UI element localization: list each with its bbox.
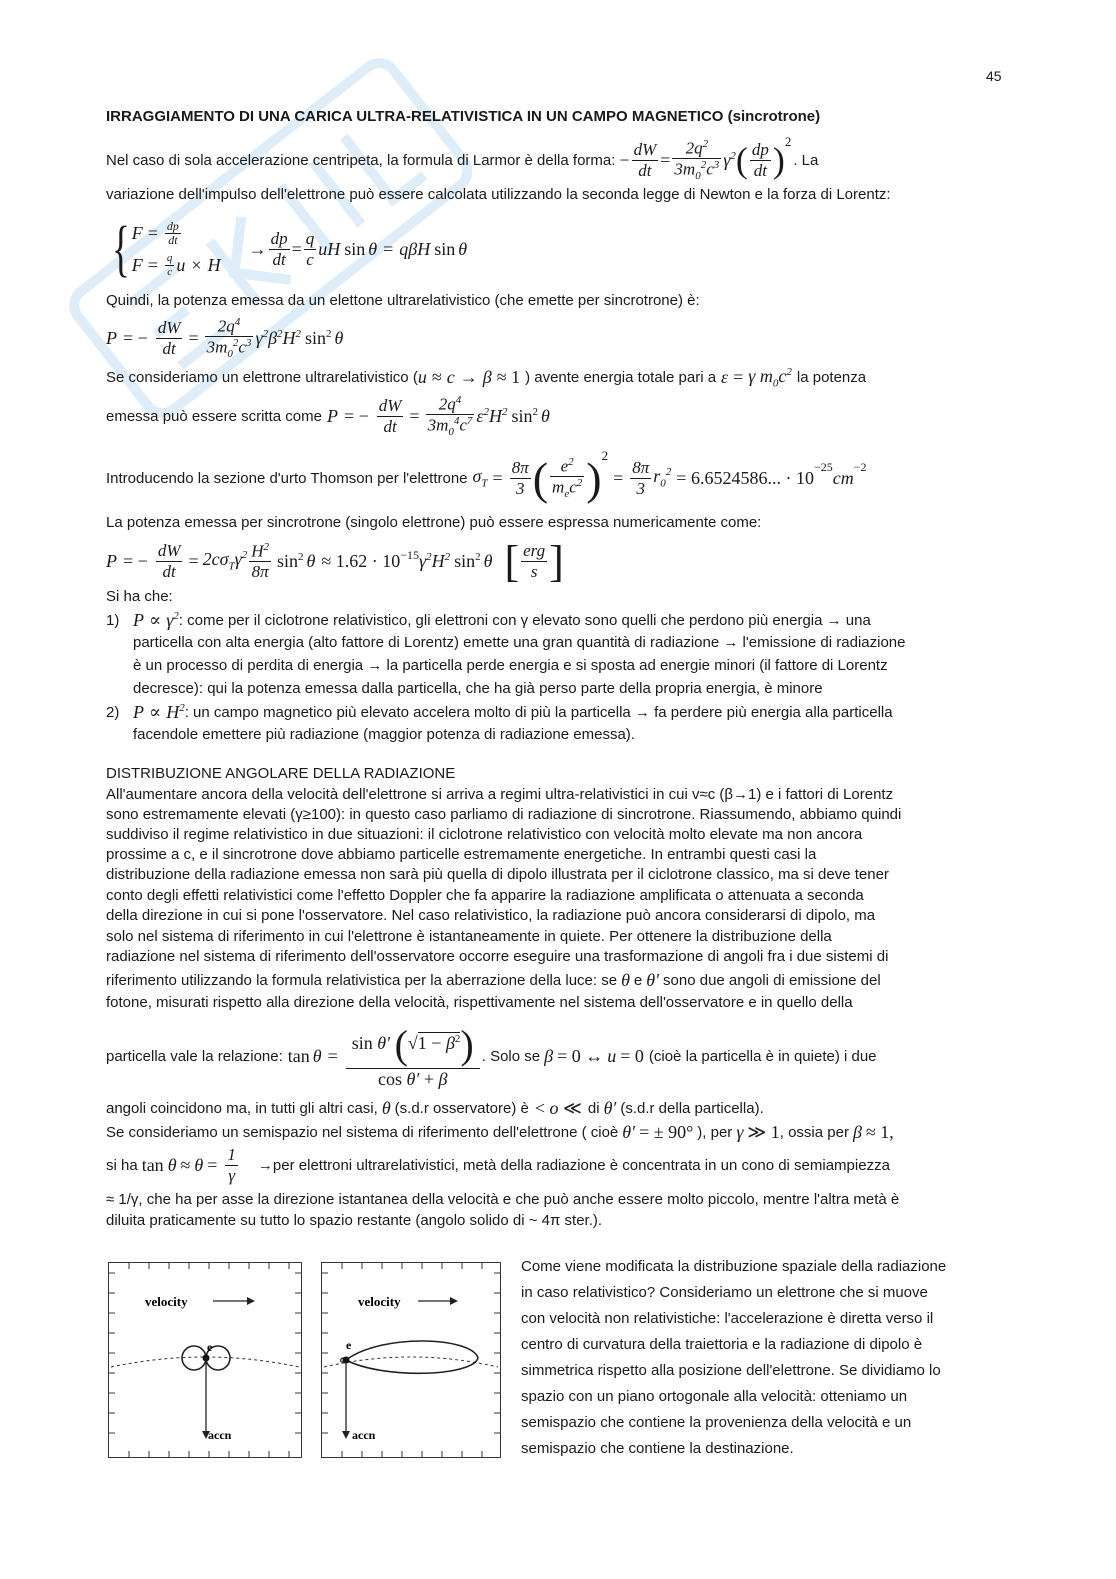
velocity-label-2: velocity [358,1294,401,1309]
aberration-b: sono due angoli di emissione del [663,972,881,989]
item1-first: : come per il ciclotrone relativistico, gli elettroni con γ elevato sono quelli che perdono più energia → una [178,612,871,629]
beamed-lobe [346,1341,478,1373]
angles-a: angoli coincidono ma, in tutti gli altri casi, [106,1100,378,1117]
cone-a: si ha [106,1156,138,1174]
dipole-diagram-2 [322,1263,500,1457]
figure-dipole-relativistic [321,1262,501,1458]
electron-label-2: e [346,1338,352,1352]
side-line-2: con velocità non relativistiche: l'accelerazione è diretta verso il [521,1310,934,1327]
item1-rest-1: è un processo di perdita di energia → la particella perde energia e si sposta ad energie minori (il fattore di Lorentz [133,657,888,674]
para-line-5: conto degli effetti relativistici come l'effetto Doppler che fa apparire la radiazione amplificata o attenuata a seconda [106,887,864,904]
aberration-a: riferimento utilizzando la formula relativistica per la aberrazione della luce: se [106,972,618,989]
thomson-unit: cm [832,467,854,488]
side-line-5: spazio con un piano ortogonale alla velocità: otteniamo un [521,1388,908,1405]
larmor-line: Nel caso di sola accelerazione centripeta, la formula di Larmor è della forma: − $\frac{dW}{dt}$ = $\frac{2q^2}{3m_0^2c^3}$ $\gamma^2$ ( $\frac{dp}{dt}$ ) 2 . La [106,134,819,182]
ultra-line-c: la potenza [796,369,867,387]
semispace-b: ), per [697,1124,733,1141]
angles-b: (s.d.r osservatore) è [394,1100,529,1117]
thomson-exp: −25 [813,460,833,474]
angles-d: (s.d.r della particella). [620,1100,764,1117]
cone-b: →per elettroni ultrarelativistici, metà della radiazione è concentrata in un cono di semiampiezza [257,1156,890,1174]
angles-c: di [587,1100,600,1117]
velocity-label: velocity [145,1294,188,1309]
figure-dipole-nonrelativistic [108,1262,302,1458]
unit-numerator: erg [523,540,546,560]
para-line-0: All'aumentare ancora della velocità dell'elettrone si arriva a regimi ultra-relativistici in cui v≈c (β→1) e i fattori di Lorentz [106,786,894,803]
list-item-1: 1) P ∝ $\gamma^2$ : come per il ciclotrone relativistico, gli elettroni con γ elevato sono quelli che perdono più energia → una [106,610,871,630]
thomson-value: = 6.6524586... · 10 [676,467,814,488]
dipole-diagram-1 [109,1263,301,1457]
para-line-1: sono estremamente elevati (γ≥100): in questo caso parliamo di radiazione di sincrotrone. Riassumendo, abbiamo quindi [106,806,902,823]
side-line-4: simmetrica rispetto alla posizione dell'elettrone. Se dividiamo lo [521,1362,941,1379]
semispace-a: Se consideriamo un semispazio nel sistema di riferimento dell'elettrone ( cioè [106,1124,619,1141]
power-formula: P = − $\frac{dW}{dt}$ = $\frac{2q^4}{3m_0^2c^3}$ $\gamma^2\beta^2H^2$ $\sin^2$ θ [106,315,344,360]
angles-line: angoli coincidono ma, in tutti gli altri casi, θ (s.d.r osservatore) è < o ≪ di θ′ (s.d.r della particella). [106,1098,764,1118]
emitted-as: emessa può essere scritta come [106,407,322,425]
relation-line: particella vale la relazione: tan θ = $\frac{\sin \theta' (√1 - \beta^2)}{\text{cos θ′ + β}}$ . Solo se β = 0 ↔ u = 0 (cioè la particella è in quiete) i due [106,1022,877,1090]
relation-intro: particella vale la relazione: [106,1047,283,1065]
relation-tail-b: (cioè la particella è in quiete) i due [648,1047,877,1065]
numeric-coeff: ≈ 1.62 · 10 [321,550,401,571]
side-line-3: centro di curvatura della traiettoria e la radiazione di dipolo è [521,1336,923,1353]
side-line-0: Come viene modificata la distribuzione spaziale della radiazione [521,1258,947,1275]
para-line-8: radiazione nel sistema di riferimento dell'osservatore occorre eseguire una trasformazione di angoli fra i due sistemi di [106,948,889,965]
para-line-7: solo nel sistema di riferimento in cui l'elettrone è istantaneamente in quiete. Per ottenere la distribuzione della [106,928,832,945]
item2-rest: facendole emettere più radiazione (maggior potenza di radiazione emessa). [133,726,635,743]
electron-label: e [207,1340,213,1354]
relation-tail-a: . Solo se [481,1047,541,1065]
cone-line2: ≈ 1/γ, che ha per asse la direzione istantanea della velocità e che può anche essere molto piccolo, mentre l'altra metà è [106,1191,900,1208]
para-line-2: suddiviso il regime relativistico in due situazioni: il ciclotrone relativistico con velocità molto elevate ma non ancora [106,826,863,843]
list-item-2: 2) P ∝ $H^2$ : un campo magnetico più elevato accelera molto di più la particella → fa perdere più energia alla particella [106,702,893,722]
dipole-lobe-left [182,1346,206,1370]
aberration-line: riferimento utilizzando la formula relativistica per la aberrazione della luce: se θ e θ′ sono due angoli di emissione del [106,970,881,990]
para-line-4: distribuzione della radiazione emessa non sarà più quella di dipolo illustrata per il ciclotrone classico, ma si deve tener [106,866,889,883]
ultra-line-a: Se consideriamo un elettrone ultrarelativistico ( [106,369,418,387]
larmor-intro: Nel caso di sola accelerazione centripeta, la formula di Larmor è della forma: [106,151,616,169]
para-line-6: della direzione in cui si pone l'osservatore. Nel caso relativistico, la radiazione può ancora considerarsi di dipolo, ma [106,907,876,924]
unit-denominator: s [530,561,538,581]
thomson-intro: Introducendo la sezione d'urto Thomson per l'elettrone [106,469,468,487]
side-line-1: in caso relativistico? Consideriamo un elettrone che si muove [521,1284,928,1301]
aberration-line2: fotone, misurati rispetto alla direzione della velocità, rispettivamente nel sistema dell'osservatore e in quello della [106,994,853,1011]
item1-rest-2: decresce): qui la potenza emessa dalla particella, che ha già perso parte della propria energia, è minore [133,680,823,697]
newton-line: variazione dell'impulso dell'elettrone può essere calcolata utilizzando la seconda legge di Newton e la forza di Lorentz: [106,186,891,203]
semispace-c: , ossia per [779,1124,849,1141]
ultra-line-b: ) avente energia totale pari a [525,369,717,387]
thomson-unit-exp: −2 [853,460,867,474]
item2-first: : un campo magnetico più elevato accelera molto di più la particella → fa perdere più energia alla particella [184,704,893,721]
thomson-formula: Introducendo la sezione d'urto Thomson per l'elettrone $\sigma_T$ = $\frac{8\pi}{3}$ ( $\frac{e^2}{m_ec^2}$ ) 2 = $\frac{8\pi}{3}$ $r_0^2$ = 6.6524586... · 10 $^{-25}$ cm $^{-2}$ [106,448,867,504]
power-intro: Quindi, la potenza emessa da un elettone ultrarelativistico (che emette per sincrotrone) è: [106,292,700,309]
numeric-exp: −15 [400,548,420,562]
section-title-angular-distribution: DISTRIBUZIONE ANGOLARE DELLA RADIAZIONE [106,765,456,782]
item1-rest-0: particella con alta energia (alto fattore di Lorentz) emette una gran quantità di radiazione → l'emissione di radiazione [133,634,906,651]
cone-line: si ha tan θ ≈ θ = $\frac{1}{\gamma}$ →per elettroni ultrarelativistici, metà della radiazione è concentrata in un cono di semiampiezza [106,1144,890,1185]
para-line-3: prossime a c, e il sincrotrone dove abbiamo particelle estremamente energetiche. In entrambi questi casi la [106,846,817,863]
section-title-synchrotron: IRRAGGIAMENTO DI UNA CARICA ULTRA-RELATIVISTICA IN UN CAMPO MAGNETICO (sincrotrone) [106,108,821,125]
item1-label: 1) [106,612,120,629]
semispace-line: Se consideriamo un semispazio nel sistema di riferimento dell'elettrone ( cioè θ′ = ± 90° ), per γ ≫ 1 , ossia per β ≈ 1, [106,1122,894,1142]
si-ha-che: Si ha che: [106,588,173,605]
page-number: 45 [986,68,1002,84]
side-line-6: semispazio che contiene la provenienza della velocità e un [521,1414,912,1431]
side-text [521,1254,946,1462]
side-line-7: semispazio che contiene la destinazione. [521,1440,794,1457]
item2-label: 2) [106,704,120,721]
numeric-formula: P = − $\frac{dW}{dt}$ = $2c\sigma_T\gamma^2$ $\frac{H^2}{8\pi}$ $\sin^2$ θ ≈ 1.62 · 10 $^{-15}$ $\gamma^2H^2$ $\sin^2$ θ [ $\frac{\text{erg}}{s}$ ] [106,536,564,586]
ultra-line: Se consideriamo un elettrone ultrarelativistico ( u ≈ c → β ≈ 1 ) avente energia totale pari a ε = γ $m_0c^2$ la potenza [106,366,867,390]
accn-label-2: accn [352,1428,376,1442]
numeric-intro: La potenza emessa per sincrotrone (singolo elettrone) può essere espressa numericamente come: [106,514,762,531]
accn-label: accn [208,1428,232,1442]
cone-line3: diluita praticamente su tutto lo spazio restante (angolo solido di ~ 4π ster.). [106,1212,603,1229]
emitted-formula: emessa può essere scritta come P = − $\frac{dW}{dt}$ = $\frac{2q^4}{3m_0^4c^7}$ $\varepsilon^2H^2$ $\sin^2$ θ [106,393,550,438]
larmor-tail: . La [793,151,819,169]
lorentz-system: { F = $\frac{dp}{dt}$ F = $\frac{q}{c}$ u × H → $\frac{dp}{dt}$ = $\frac{q}{c}$ uH sin θ = qβH sin θ [111,215,468,283]
